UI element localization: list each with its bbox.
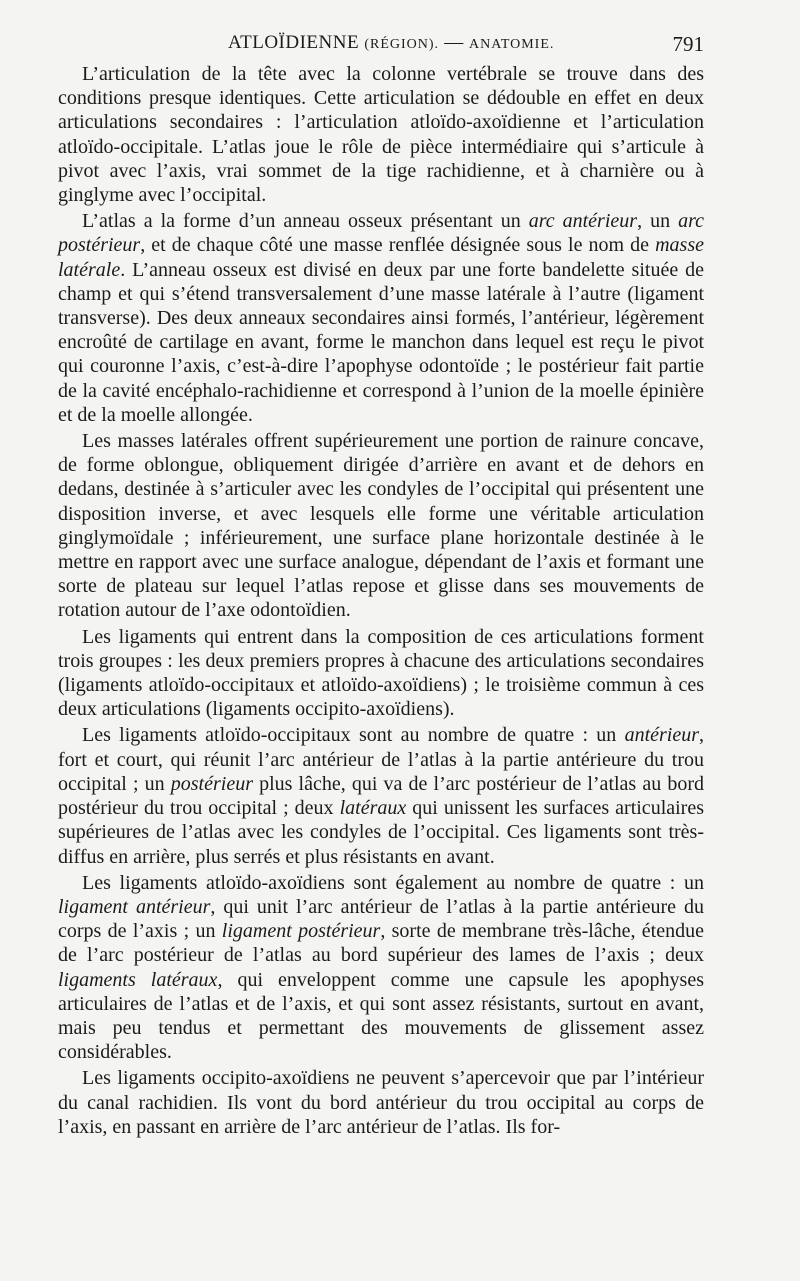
paragraph — [58, 723, 704, 868]
page-number: 791 — [672, 32, 704, 56]
paragraph — [58, 625, 704, 722]
text-run: Les ligaments occipito-axoïdiens ne peuvent s’apercevoir que par l’intérieur du canal rachidien. Ils vont du bord antérieur du trou occipital au corps de l’axis, en passant en arrière de l’arc antérieur de l’atlas. Ils for- — [58, 1067, 704, 1138]
text-run: . L’anneau osseux est divisé en deux par une forte bandelette située de champ et qui s’étend transversalement d’une masse latérale à l’autre (ligament transverse). Des deux anneaux secondaires ainsi formés, l’antérieur, légèrement encroûté de cartilage en avant, forme le manchon dans lequel est reçu le pivot qui couronne l’axis, c’est-à-dire l’apophyse odontoïde ; le postérieur fait partie de la cavité encéphalo-rachidienne et correspond à l’union de la moelle épinière et de la moelle allongée. — [58, 258, 704, 426]
paragraph — [58, 871, 704, 1065]
italic-term: ligaments latéraux — [58, 968, 218, 991]
text-run: L’atlas a la forme d’un anneau osseux présentant un — [82, 210, 529, 233]
italic-term: masse latérale — [58, 234, 704, 281]
paragraph — [58, 209, 704, 427]
running-head-region: (RÉGION). — [364, 37, 440, 52]
text-run: , un — [637, 210, 679, 233]
text-run: Les masses latérales offrent supérieurement une portion de rainure concave, de forme oblongue, obliquement dirigée d’arrière en avant et de dehors en dedans, destinée à s’articuler avec les condyles de l’occipital qui présentent une disposition inverse, et avec lesquels elle forme une véritable articulation ginglymoïdale ; inférieurement, une surface plane horizontale destinée à le mettre en rapport avec une surface analogue, dépendant de l’axis et formant une sorte de plateau sur lequel l’atlas repose et glisse dans ses mouvements de rotation autour de l’axe odontoïdien. — [58, 430, 704, 622]
italic-term: latéraux — [339, 797, 407, 820]
paragraph — [58, 62, 704, 207]
text-run: L’articulation de la tête avec la colonne vertébrale se trouve dans des conditions presque identiques. Cette articulation se dédouble en effet en deux articulations secondaires : l’articulation atloïdo-axoïdienne et l’articulation atloïdo-occipitale. L’atlas joue le rôle de pièce intermédiaire qui s’articule à pivot avec l’axis, vrai sommet de la tige rachidienne, et à charnière ou à ginglyme avec l’occipital. — [58, 63, 704, 207]
text-run: plus lâche, qui va de l’arc postérieur de l’atlas au bord postérieur du trou occipital ; deux — [58, 772, 704, 820]
text-run: Les ligaments atloïdo-occipitaux sont au nombre de quatre : un — [82, 724, 625, 747]
italic-term: postérieur — [170, 772, 253, 795]
text-run: , qui unit l’arc antérieur de l’atlas à la partie antérieure du corps de l’axis ; un — [58, 895, 704, 943]
running-head-section: ANATOMIE. — [469, 37, 555, 52]
page-header — [58, 30, 704, 60]
italic-term: ligament antérieur — [58, 895, 211, 918]
running-head-title: ATLOÏDIENNE — [228, 32, 360, 53]
italic-term: antérieur — [624, 724, 699, 747]
paragraph — [58, 429, 704, 623]
text-run: qui unissent les surfaces articulaires supérieures de l’atlas avec les condyles de l’occipital. Ces ligaments sont très-diffus en arrière, plus serrés et plus résistants en avant. — [58, 797, 704, 868]
paragraph — [58, 1066, 704, 1139]
text-run: , qui enveloppent comme une capsule les apophyses articulaires de l’atlas et de l’axis, et qui sont assez résistants, surtout en avant, mais peu tendus et permettant des mouvements de glissement assez considérables. — [58, 968, 704, 1064]
body-text — [58, 62, 704, 1141]
text-run: , fort et court, qui réunit l’arc antérieur de l’atlas à la partie antérieure du trou occipital ; un — [58, 724, 704, 795]
italic-term: arc antérieur — [528, 210, 638, 233]
italic-term: arc postérieur — [58, 210, 704, 257]
text-run: Les ligaments qui entrent dans la composition de ces articulations forment trois groupes : les deux premiers propres à chacune des articulations secondaires (ligaments atloïdo-occipitaux et atloïdo-axoïdiens) ; le troisième commun à ces deux articulations (ligaments occipito-axoïdiens). — [58, 625, 704, 721]
text-run: , sorte de membrane très-lâche, étendue de l’arc postérieur de l’atlas au bord supérieur des lames de l’axis ; deux — [58, 920, 704, 967]
running-head — [228, 32, 554, 54]
italic-term: ligament postérieur — [221, 920, 381, 943]
running-head-dash: — — [444, 32, 464, 53]
text-run: , et de chaque côté une masse renflée désignée sous le nom de — [140, 234, 656, 257]
text-run: Les ligaments atloïdo-axoïdiens sont également au nombre de quatre : un — [82, 871, 704, 894]
